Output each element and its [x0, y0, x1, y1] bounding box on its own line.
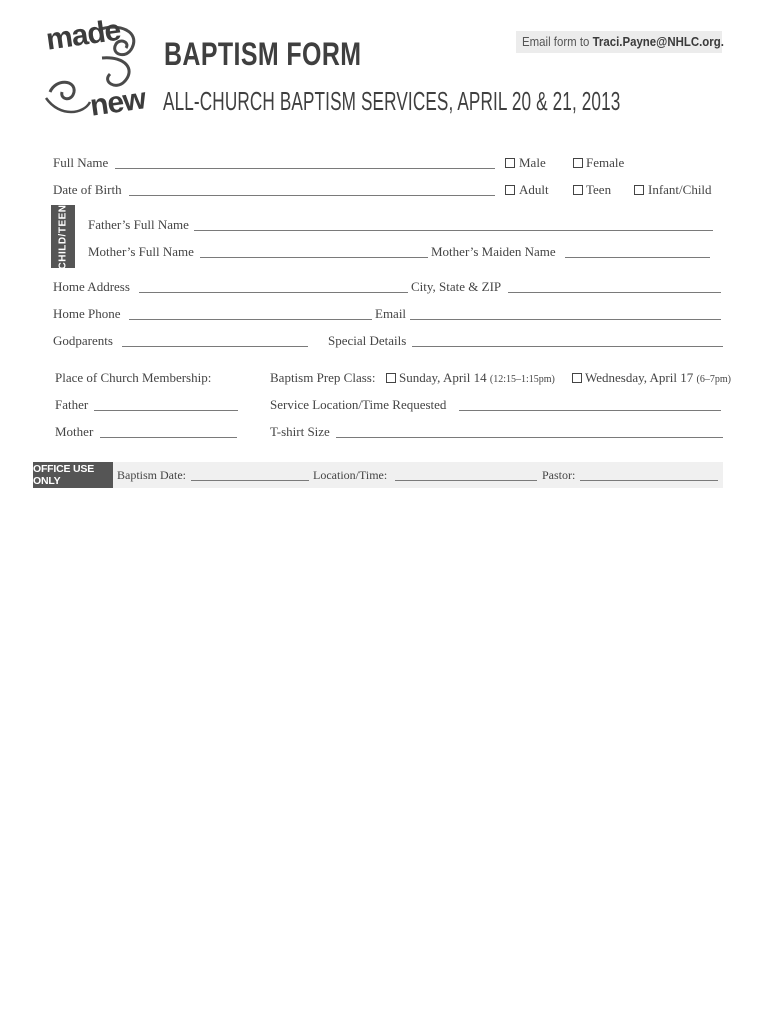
male-label: Male — [519, 155, 546, 170]
mothers-full-name-label: Mother’s Full Name — [88, 244, 194, 259]
page-subtitle: ALL-CHURCH BAPTISM SERVICES, APRIL 20 & 21, 2013 — [163, 86, 621, 116]
service-location-label: Service Location/Time Requested — [270, 397, 447, 412]
special-details-field[interactable] — [412, 346, 723, 347]
pastor-field[interactable] — [580, 480, 718, 481]
fathers-full-name-field[interactable] — [194, 230, 713, 231]
pastor-label: Pastor: — [542, 468, 576, 482]
wednesday-option — [585, 370, 731, 386]
home-phone-label: Home Phone — [53, 306, 121, 321]
prep-class-label: Baptism Prep Class: — [270, 370, 376, 385]
male-checkbox[interactable] — [505, 158, 515, 168]
female-label: Female — [586, 155, 625, 170]
tshirt-label: T-shirt Size — [270, 424, 330, 439]
infant-child-label: Infant/Child — [648, 182, 712, 197]
baptism-date-field[interactable] — [191, 480, 309, 481]
date-of-birth-field[interactable] — [129, 195, 495, 196]
infant-child-checkbox[interactable] — [634, 185, 644, 195]
godparents-label: Godparents — [53, 333, 113, 348]
full-name-label: Full Name — [53, 155, 109, 170]
email-prefix: Email form to — [522, 34, 593, 49]
teen-checkbox[interactable] — [573, 185, 583, 195]
adult-checkbox[interactable] — [505, 185, 515, 195]
fathers-full-name-label: Father’s Full Name — [88, 217, 189, 232]
mother-membership-field[interactable] — [100, 437, 237, 438]
email-field[interactable] — [410, 319, 721, 320]
city-state-zip-field[interactable] — [508, 292, 721, 293]
full-name-field[interactable] — [115, 168, 495, 169]
page-title: BAPTISM FORM — [164, 36, 362, 72]
email-notice — [516, 31, 722, 53]
sunday-option — [399, 370, 555, 386]
mother-label: Mother — [55, 424, 94, 439]
home-address-field[interactable] — [139, 292, 408, 293]
email-label: Email — [375, 306, 407, 321]
logo-new: new — [88, 82, 148, 123]
tshirt-field[interactable] — [336, 437, 723, 438]
special-details-label: Special Details — [328, 333, 407, 348]
godparents-field[interactable] — [122, 346, 308, 347]
service-location-field[interactable] — [459, 410, 721, 411]
made-new-logo — [40, 13, 160, 130]
location-time-field[interactable] — [395, 480, 537, 481]
father-membership-field[interactable] — [94, 410, 238, 411]
teen-label: Teen — [586, 182, 612, 197]
female-checkbox[interactable] — [573, 158, 583, 168]
wednesday-label: Wednesday, April 17 — [585, 370, 694, 385]
sunday-checkbox[interactable] — [386, 373, 396, 383]
adult-label: Adult — [519, 182, 549, 197]
wednesday-checkbox[interactable] — [572, 373, 582, 383]
office-use-tag: OFFICE USE ONLY — [33, 462, 113, 488]
father-label: Father — [55, 397, 89, 412]
home-address-label: Home Address — [53, 279, 130, 294]
sunday-label: Sunday, April 14 — [399, 370, 487, 385]
sunday-time: (12:15–1:15pm) — [489, 374, 555, 385]
child-teen-label: CHILD/TEEN — [57, 204, 69, 269]
child-teen-band — [51, 205, 75, 268]
mothers-full-name-field[interactable] — [200, 257, 428, 258]
city-state-zip-label: City, State & ZIP — [411, 279, 502, 294]
home-phone-field[interactable] — [129, 319, 372, 320]
logo-made: made — [44, 13, 123, 57]
location-time-label: Location/Time: — [313, 468, 388, 482]
email-address[interactable]: Traci.Payne@NHLC.org. — [592, 34, 724, 49]
mothers-maiden-name-field[interactable] — [565, 257, 710, 258]
wednesday-time: (6–7pm) — [696, 374, 731, 385]
mothers-maiden-name-label: Mother’s Maiden Name — [431, 244, 556, 259]
date-of-birth-label: Date of Birth — [53, 182, 122, 197]
baptism-date-label: Baptism Date: — [117, 468, 186, 482]
place-of-membership-label: Place of Church Membership: — [55, 370, 212, 385]
